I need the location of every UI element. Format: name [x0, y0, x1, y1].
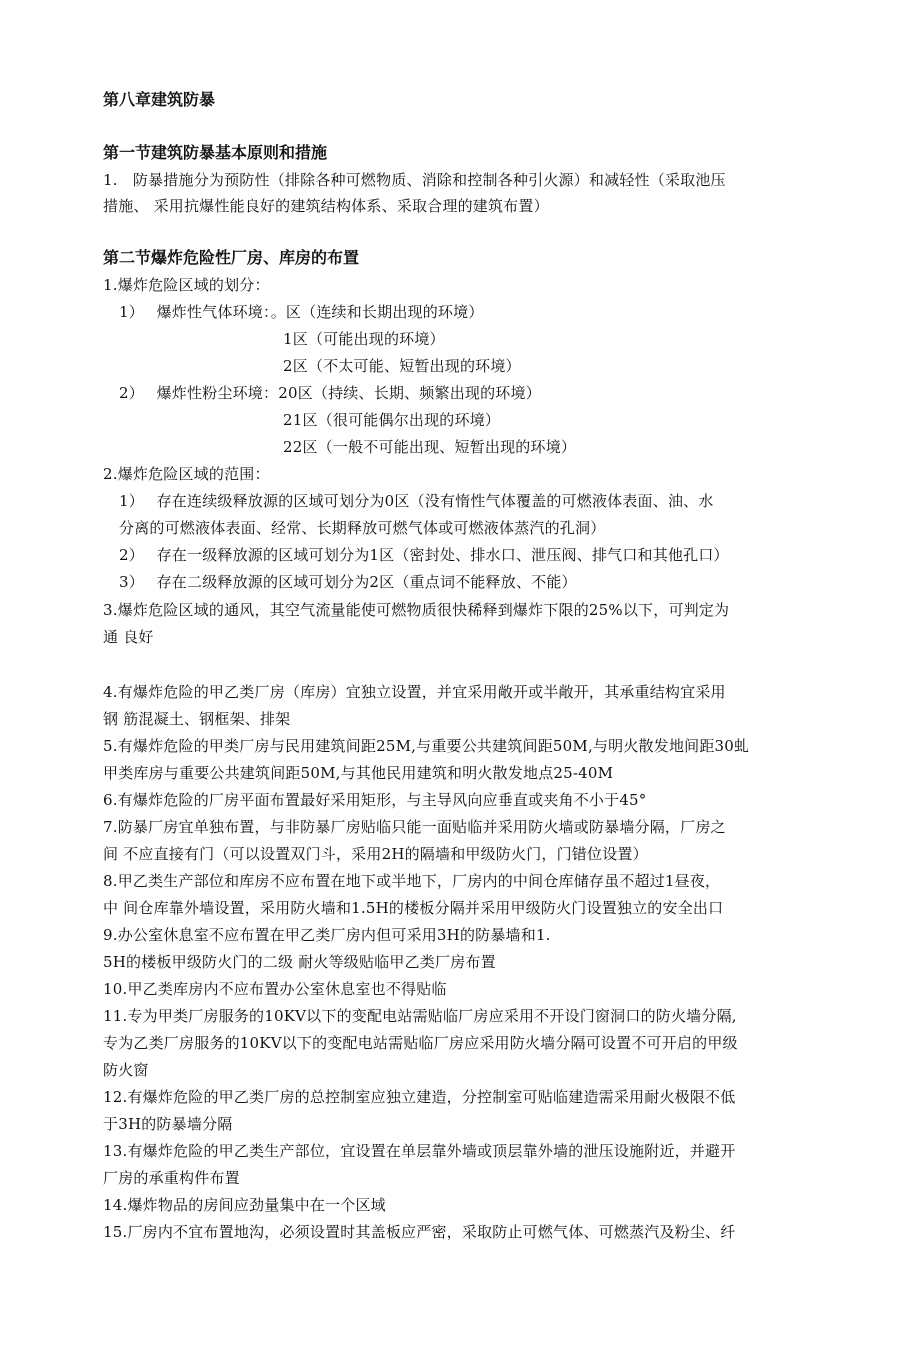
text-line: 13.有爆炸危险的甲乙类生产部位，宜设置在单层靠外墙或顶层靠外墙的泄压设施附近，并避开: [103, 1142, 736, 1160]
text-line: 2） 爆炸性粉尘环境：20区（持续、长期、频繁出现的环境）: [119, 384, 541, 402]
text-line: 5H的楼板甲级防火门的二级 耐火等级贴临甲乙类厂房布置: [103, 953, 496, 971]
text-line: 7.防暴厂房宜单独布置，与非防暴厂房贴临只能一面贴临并采用防火墙或防暴墙分隔，厂房之: [103, 818, 726, 836]
text-line: 措施、 采用抗爆性能良好的建筑结构体系、采取合理的建筑布置）: [103, 197, 549, 215]
section-title: 第一节建筑防暴基本原则和措施: [103, 143, 328, 162]
text-line: 间 不应直接有门（可以设置双门斗，采用2H的隔墙和甲级防火门，门错位设置）: [103, 845, 648, 863]
text-line: 甲类库房与重要公共建筑间距50M,与其他民用建筑和明火散发地点25-40M: [103, 764, 614, 782]
section-title: 第二节爆炸危险性厂房、库房的布置: [103, 248, 360, 267]
text-line: 14.爆炸物品的房间应劲量集中在一个区域: [103, 1196, 386, 1214]
text-line: 11.专为甲类厂房服务的10KV以下的变配电站需贴临厂房应采用不开设门窗洞口的防火墙分隔,: [103, 1007, 737, 1025]
text-line: 5.有爆炸危险的甲类厂房与民用建筑间距25M,与重要公共建筑间距50M,与明火散发地间距30虬: [103, 737, 750, 755]
text-line: 1） 爆炸性气体环境：。区（连续和长期出现的环境）: [119, 303, 484, 321]
text-line: 3.爆炸危险区域的通风，其空气流量能使可燃物质很快稀释到爆炸下限的25%以下，可判定为: [103, 601, 730, 619]
text-line: 中 间仓库靠外墙设置，采用防火墙和1.5H的楼板分隔并采用甲级防火门设置独立的安全出口: [103, 899, 724, 917]
text-line: 分离的可燃液体表面、经常、长期释放可燃气体或可燃液体蒸汽的孔洞）: [119, 519, 606, 537]
text-line: 2区（不太可能、短暂出现的环境）: [283, 357, 521, 375]
text-line: 8.甲乙类生产部位和库房不应布置在地下或半地下，厂房内的中间仓库储存虽不超过1昼夜，: [103, 872, 721, 890]
text-line: 4.有爆炸危险的甲乙类厂房（库房）宜独立设置，并宜采用敞开或半敞开，其承重结构宜采用: [103, 683, 726, 701]
text-line: 2.爆炸危险区域的范围：: [103, 465, 270, 483]
text-line: 22区（一般不可能出现、短暂出现的环境）: [283, 438, 577, 456]
text-line: 9.办公室休息室不应布置在甲乙类厂房内但可采用3H的防暴墙和1.: [103, 926, 551, 944]
text-line: 于3H的防暴墙分隔: [103, 1115, 233, 1133]
text-line: 1. 防暴措施分为预防性（排除各种可燃物质、消除和控制各种引火源）和减轻性（采取池压: [103, 171, 726, 189]
text-line: 6.有爆炸危险的厂房平面布置最好采用矩形，与主导风向应垂直或夹角不小于45°: [103, 791, 647, 809]
text-line: 2） 存在一级释放源的区域可划分为1区（密封处、排水口、泄压阀、排气口和其他孔口）: [119, 546, 729, 564]
text-line: 3） 存在二级释放源的区域可划分为2区（重点词不能释放、不能）: [119, 573, 577, 591]
text-line: 1.爆炸危险区域的划分：: [103, 276, 270, 294]
text-line: 10.甲乙类库房内不应布置办公室休息室也不得贴临: [103, 980, 447, 998]
text-line: 1区（可能出现的环境）: [283, 330, 445, 348]
text-line: 厂房的承重构件布置: [103, 1169, 240, 1187]
text-line: 12.有爆炸危险的甲乙类厂房的总控制室应独立建造，分控制室可贴临建造需采用耐火极限不低: [103, 1088, 736, 1106]
text-line: 1） 存在连续级释放源的区域可划分为0区（没有惰性气体覆盖的可燃液体表面、油、水: [119, 492, 714, 510]
text-line: 15.厂房内不宜布置地沟，必须设置时其盖板应严密，采取防止可燃气体、可燃蒸汽及粉尘、纤: [103, 1223, 736, 1241]
text-line: 通 良好: [103, 628, 154, 646]
text-line: 钢 筋混凝土、钢框架、排架: [103, 710, 291, 728]
text-line: 21区（很可能偶尔出现的环境）: [283, 411, 501, 429]
text-line: 专为乙类厂房服务的10KV以下的变配电站需贴临厂房应采用防火墙分隔可设置不可开启的甲级: [103, 1034, 738, 1052]
chapter-title: 第八章建筑防暴: [103, 90, 216, 109]
text-line: 防火窗: [103, 1061, 149, 1079]
